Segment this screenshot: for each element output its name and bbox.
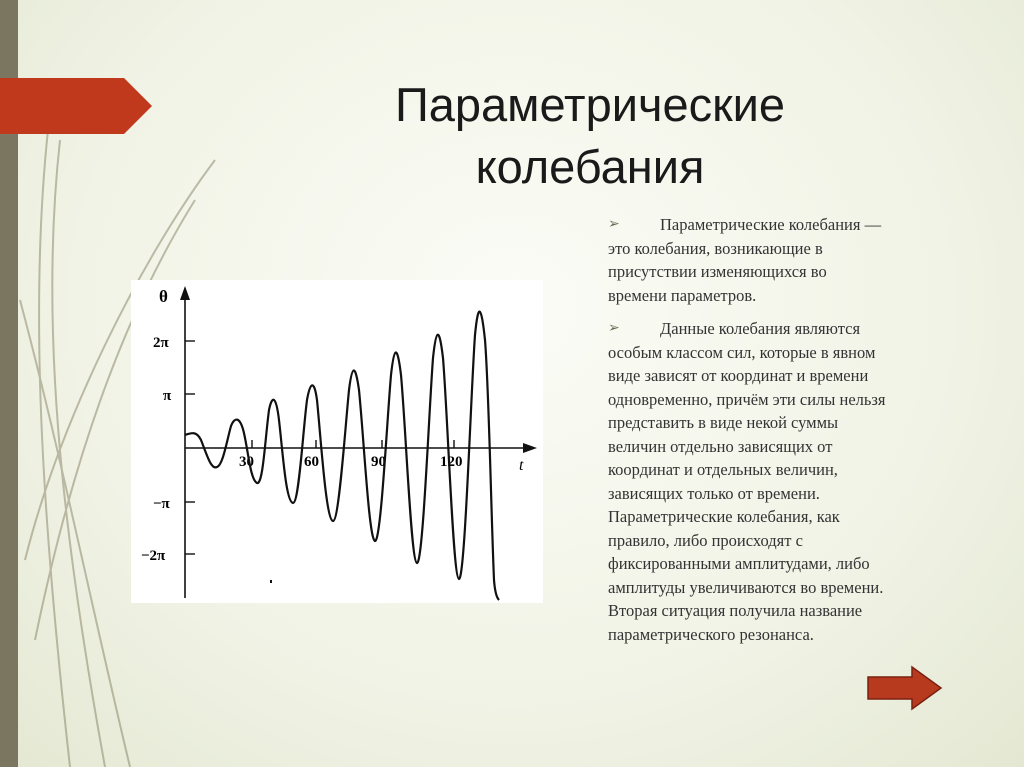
paragraph-2-line-3: виде зависят от координат и времени <box>608 366 869 385</box>
y-axis-symbol: θ <box>159 287 168 306</box>
y-axis-arrowhead <box>180 286 190 300</box>
paragraph-2-line-6: величин отдельно зависящих от <box>608 436 833 456</box>
paragraph-2-line-14: параметрического резонанса. <box>608 624 814 644</box>
paragraph-2-line-11: фиксированными амплитудами, либо <box>608 554 870 573</box>
paragraph-2-line-13: Вторая ситуация получила название <box>608 601 863 620</box>
paragraph-2-line-7: координат и отдельных величин, <box>608 460 838 479</box>
bullet-arrow-icon: ➢ <box>608 321 620 336</box>
title-accent-tab <box>0 78 152 134</box>
x-tick-label-60: 60 <box>304 454 319 470</box>
y-tick-label-2pi: 2π <box>153 335 169 351</box>
y-tick-label-minus-2pi: −2π <box>141 548 166 564</box>
slide-title-line-2: колебания <box>475 140 705 193</box>
oscillation-graph <box>131 280 543 603</box>
x-tick-label-30: 30 <box>239 454 254 470</box>
slide-title-line-1: Параметрические <box>394 78 786 131</box>
paragraph-2 <box>608 317 960 646</box>
paragraph-2-line-12: амплитуды увеличиваются во времени. <box>608 577 884 597</box>
slide-body-text <box>608 213 960 656</box>
next-slide-button[interactable] <box>866 664 944 712</box>
x-tick-label-90: 90 <box>371 454 386 470</box>
y-tick-label-pi: π <box>163 388 172 404</box>
paragraph-1 <box>608 213 960 307</box>
paragraph-1-line-3: присутствии изменяющихся во <box>608 262 827 281</box>
right-arrow-icon <box>868 667 941 709</box>
paragraph-2-line-10: правило, либо происходят с <box>608 530 803 550</box>
x-tick-label-120: 120 <box>440 454 463 470</box>
paragraph-2-line-4: одновременно, причём эти силы нельзя <box>608 389 886 409</box>
paragraph-1-line-2: это колебания, возникающие в <box>608 238 823 258</box>
paragraph-2-line-2: особым классом сил, которые в явном <box>608 342 876 362</box>
y-tick-label-minus-pi: −π <box>153 496 170 512</box>
paragraph-2-line-5: представить в виде некой суммы <box>608 413 839 432</box>
paragraph-2-line-8: зависящих только от времени. <box>608 483 820 503</box>
paragraph-1-line-4: времени параметров. <box>608 285 757 305</box>
slide-title <box>290 74 890 198</box>
paragraph-2-line-1: Данные колебания являются <box>660 319 861 338</box>
x-axis-symbol: t <box>519 457 524 474</box>
bullet-arrow-icon: ➢ <box>608 217 620 232</box>
paragraph-2-line-9: Параметрические колебания, как <box>608 507 840 526</box>
paragraph-1-line-1: Параметрические колебания — <box>660 215 882 234</box>
curve-end-mark <box>270 580 272 583</box>
x-axis-arrowhead <box>523 443 537 453</box>
